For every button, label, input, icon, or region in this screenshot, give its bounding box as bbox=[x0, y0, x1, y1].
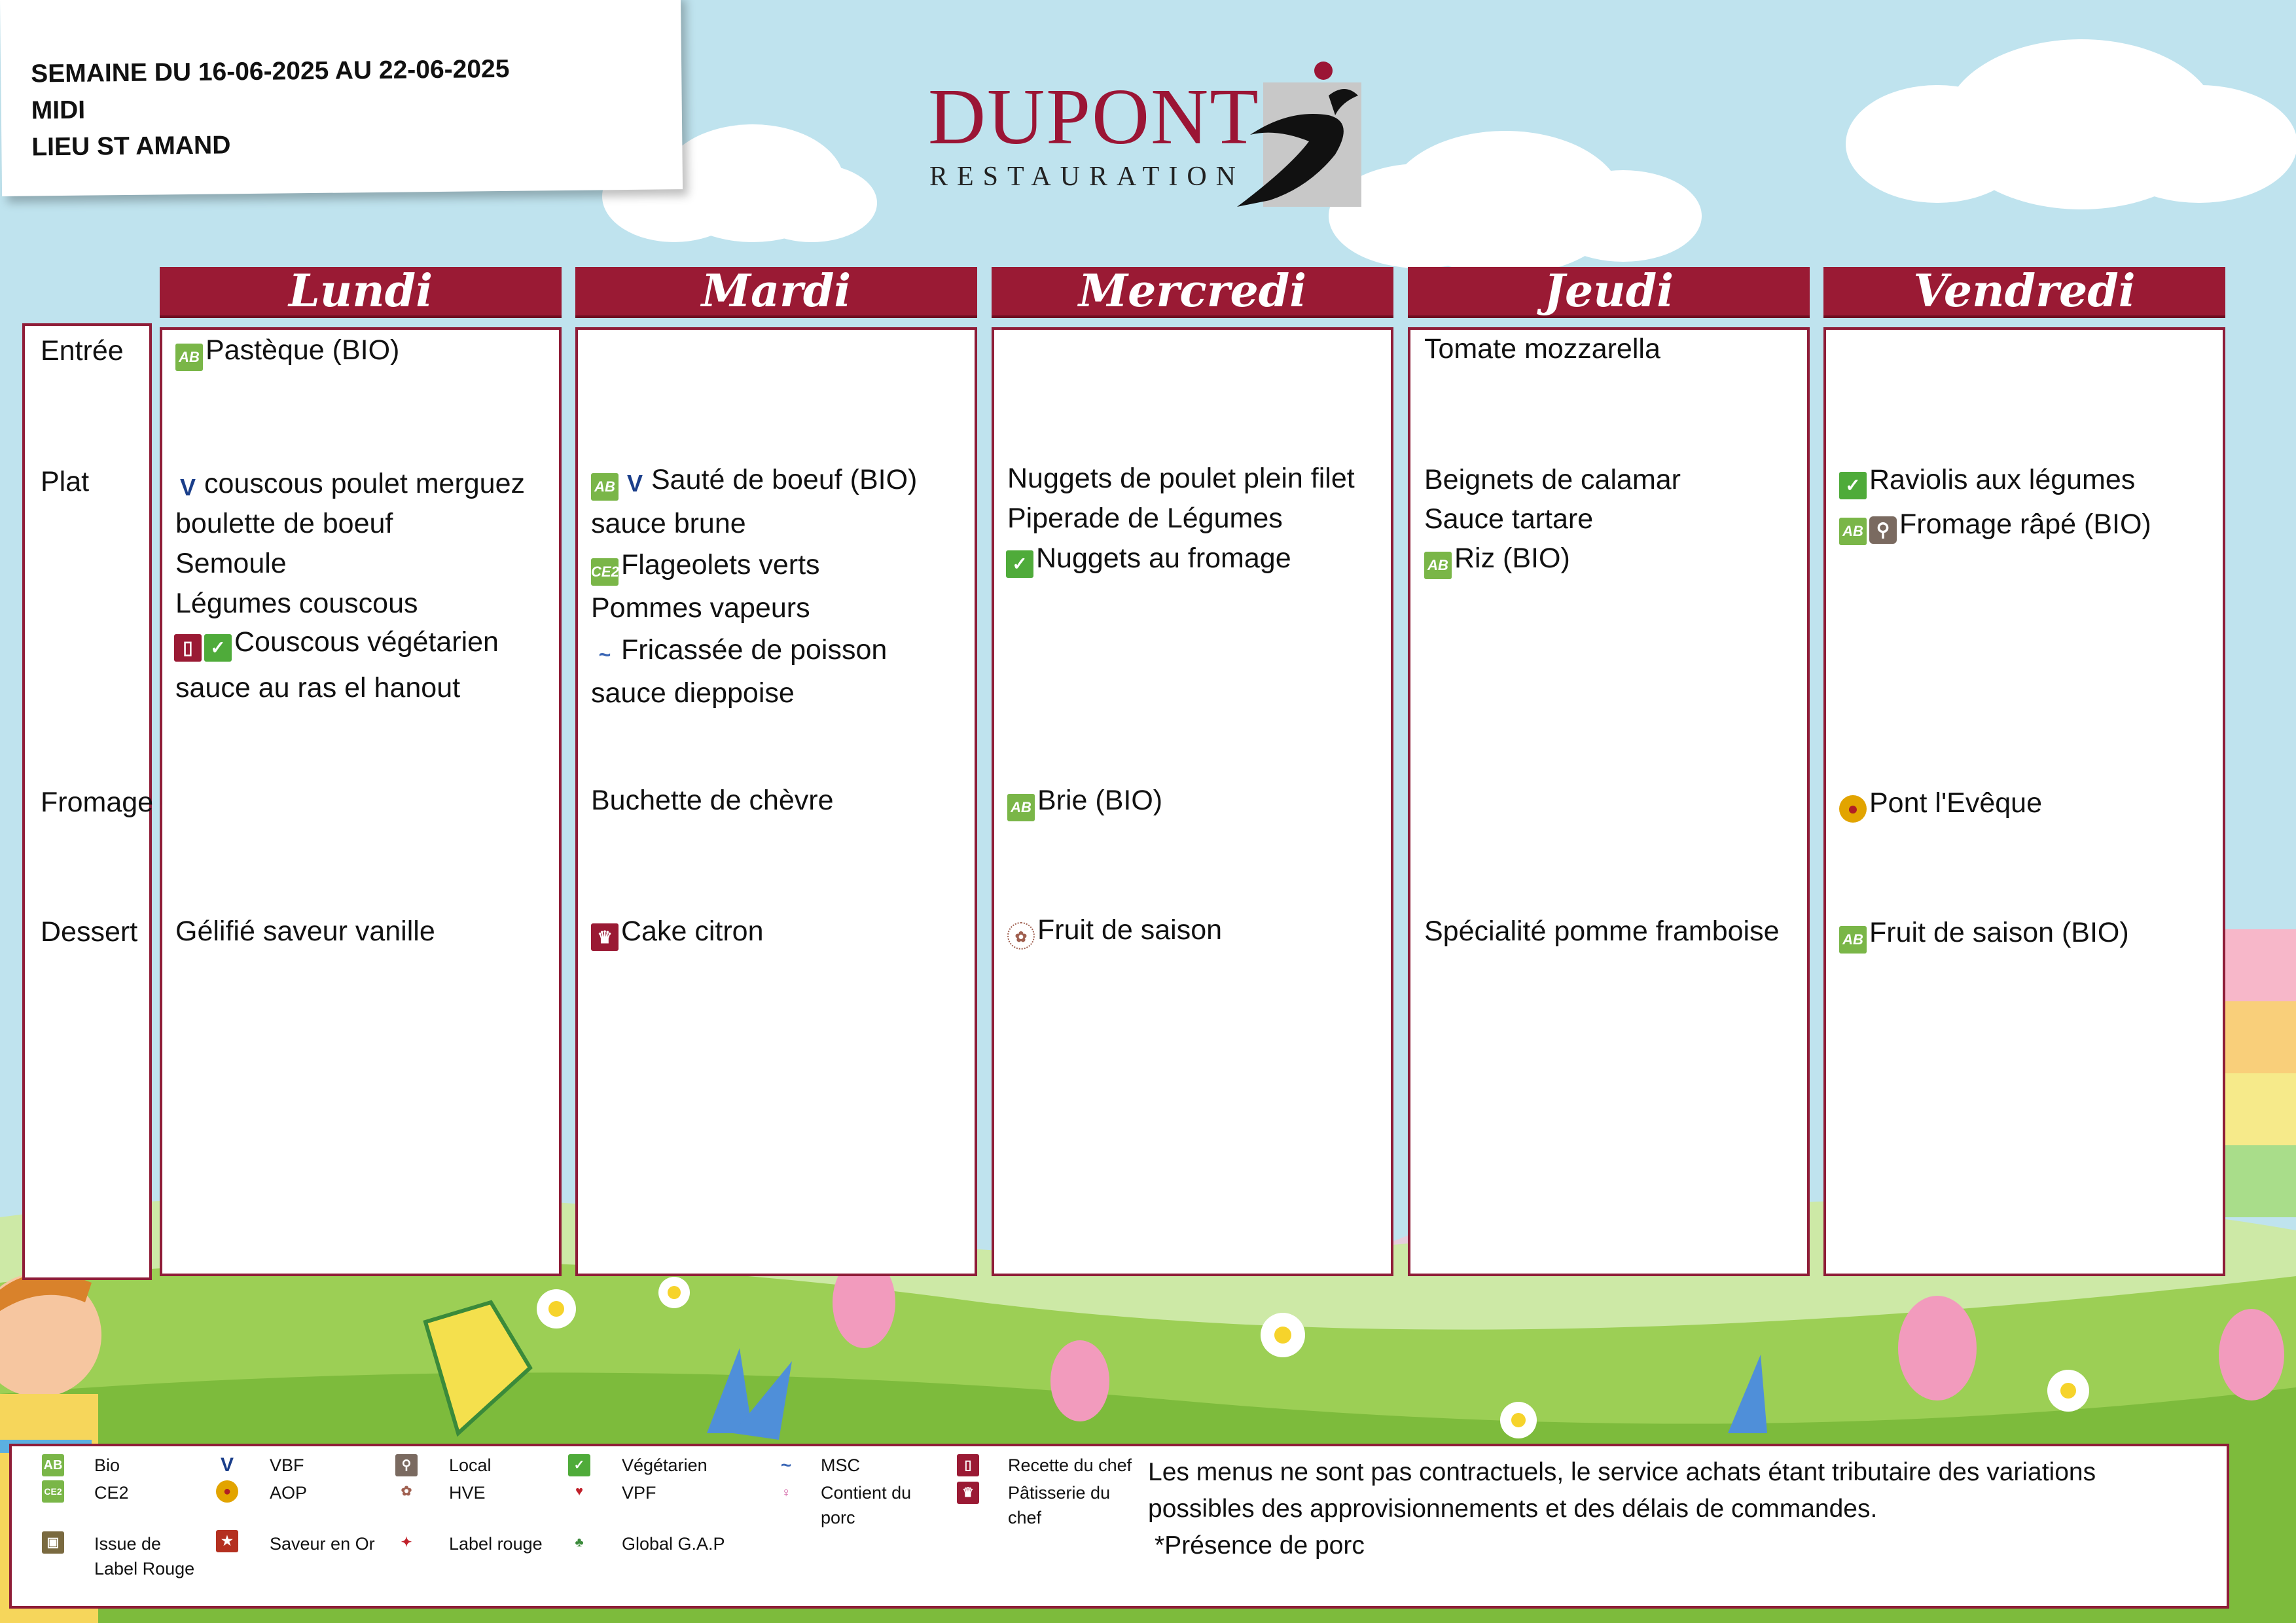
week-info-card bbox=[0, 0, 683, 196]
bio-icon: AB bbox=[175, 344, 203, 371]
msc-icon: ~ bbox=[591, 641, 619, 668]
menu-item: Piperade de Légumes bbox=[1007, 503, 1283, 534]
menu-item: ~ Fricassée de poisson bbox=[591, 636, 887, 668]
menu-item: ✓ Raviolis aux légumes bbox=[1839, 466, 2135, 499]
menu-item: boulette de boeuf bbox=[175, 508, 393, 539]
legend-issue-2: Label Rouge bbox=[94, 1559, 195, 1578]
legend-msc: MSC bbox=[821, 1455, 860, 1475]
bio-icon: AB bbox=[1424, 552, 1452, 579]
menu-item: AB Pastèque (BIO) bbox=[175, 336, 399, 371]
legend-aop: AOP bbox=[270, 1483, 308, 1503]
hve-icon: ✿ bbox=[1007, 922, 1035, 950]
legend-vbf: VBF bbox=[270, 1455, 304, 1475]
bio-icon: AB bbox=[591, 473, 619, 501]
menu-item: Spécialité pomme framboise bbox=[1424, 916, 1780, 947]
local-icon: ⚲ bbox=[1869, 516, 1897, 544]
menu-item: AB Brie (BIO) bbox=[1007, 787, 1162, 821]
legend-bio: Bio bbox=[94, 1455, 120, 1475]
meal-label: MIDI bbox=[31, 96, 86, 125]
aop-icon: ● bbox=[216, 1480, 238, 1503]
bio-icon: AB bbox=[1839, 518, 1867, 545]
menu-item: Buchette de chèvre bbox=[591, 785, 834, 816]
day-header-vendredi: Vendredi bbox=[1823, 267, 2225, 318]
label-rouge-source-icon: ▣ bbox=[42, 1531, 64, 1554]
menu-item: CE2Flageolets verts bbox=[591, 551, 820, 586]
day-header-jeudi: Jeudi bbox=[1408, 267, 1810, 318]
legend-porc: Contient du bbox=[821, 1483, 912, 1503]
vegetarian-icon: ✓ bbox=[204, 634, 232, 662]
pastry-chef-icon: ♛ bbox=[591, 923, 619, 951]
legend-issue: Issue de bbox=[94, 1534, 162, 1554]
vegetarian-icon: ✓ bbox=[1006, 550, 1033, 578]
menu-item: ✓ Nuggets au fromage bbox=[1006, 544, 1291, 578]
menu-item: Nuggets de poulet plein filet bbox=[1007, 463, 1355, 494]
menu-item: V couscous poulet merguez bbox=[174, 470, 525, 501]
vbf-icon: V bbox=[621, 470, 649, 497]
menu-item: AB Riz (BIO) bbox=[1424, 544, 1570, 579]
menu-item: Tomate mozzarella bbox=[1424, 333, 1660, 365]
chef-recipe-icon: ▯ bbox=[174, 634, 202, 662]
vbf-icon: V bbox=[174, 474, 202, 501]
menu-item: Légumes couscous bbox=[175, 588, 418, 619]
menu-item: Pommes vapeurs bbox=[591, 592, 810, 624]
legend-hve: HVE bbox=[449, 1483, 486, 1503]
disclaimer-line-3: *Présence de porc bbox=[1155, 1531, 1365, 1560]
bio-icon: AB bbox=[1839, 926, 1867, 954]
menu-item: ● Pont l'Evêque bbox=[1839, 789, 2042, 823]
global-gap-icon: ♣ bbox=[575, 1535, 584, 1550]
vpf-icon: ♥ bbox=[575, 1484, 583, 1499]
bio-icon: AB bbox=[42, 1454, 64, 1476]
legend-chef: Recette du chef bbox=[1008, 1455, 1132, 1475]
legend-local: Local bbox=[449, 1455, 492, 1475]
disclaimer-line-1: Les menus ne sont pas contractuels, le service achats étant tributaire des variations bbox=[1148, 1458, 2096, 1486]
category-entree: Entrée bbox=[41, 335, 124, 366]
legend-patisserie-2: chef bbox=[1008, 1508, 1042, 1527]
logo-title: DUPONT bbox=[928, 73, 1260, 161]
legend-label-rouge: Label rouge bbox=[449, 1534, 543, 1554]
week-label: SEMAINE DU 16-06-2025 AU 22-06-2025 bbox=[30, 54, 510, 88]
legend-globalgap: Global G.A.P bbox=[622, 1534, 725, 1554]
pastry-chef-icon: ♛ bbox=[957, 1482, 979, 1504]
menu-item: Sauce tartare bbox=[1424, 503, 1594, 535]
menu-item: Gélifié saveur vanille bbox=[175, 916, 435, 947]
logo-subtitle: RESTAURATION bbox=[929, 162, 1245, 192]
pork-icon: ♀ bbox=[781, 1486, 791, 1500]
disclaimer-line-2: possibles des approvisionnements et des délais de commandes. bbox=[1148, 1495, 1878, 1523]
legend-vpf: VPF bbox=[622, 1483, 656, 1503]
logo-figure-icon bbox=[1230, 56, 1361, 207]
local-icon: ⚲ bbox=[395, 1454, 418, 1476]
menu-item: AB V Sauté de boeuf (BIO) bbox=[591, 466, 917, 501]
menu-item: sauce au ras el hanout bbox=[175, 672, 461, 704]
day-header-lundi: Lundi bbox=[160, 267, 562, 318]
legend-patisserie: Pâtisserie du bbox=[1008, 1483, 1111, 1503]
menu-item: sauce brune bbox=[591, 508, 746, 539]
category-plat: Plat bbox=[41, 466, 90, 497]
legend-vegetarien: Végétarien bbox=[622, 1455, 708, 1475]
msc-icon: ~ bbox=[780, 1455, 792, 1475]
legend-porc-2: porc bbox=[821, 1508, 855, 1527]
menu-item: AB Fruit de saison (BIO) bbox=[1839, 919, 2129, 954]
legend-saveur: Saveur en Or bbox=[270, 1534, 375, 1554]
day-header-mardi: Mardi bbox=[575, 267, 977, 318]
ce2-icon: CE2 bbox=[591, 558, 619, 586]
category-dessert: Dessert bbox=[41, 916, 138, 948]
aop-icon: ● bbox=[1839, 795, 1867, 823]
saveur-en-or-icon: ★ bbox=[216, 1530, 238, 1552]
menu-item: Beignets de calamar bbox=[1424, 464, 1681, 495]
bio-icon: AB bbox=[1007, 794, 1035, 821]
legend-ce2: CE2 bbox=[94, 1483, 129, 1503]
menu-item: ▯ ✓ Couscous végétarien bbox=[174, 628, 499, 662]
menu-item: Semoule bbox=[175, 548, 287, 579]
day-header-mercredi: Mercredi bbox=[992, 267, 1393, 318]
menu-item: ✿ Fruit de saison bbox=[1007, 916, 1222, 950]
hve-icon: ✿ bbox=[401, 1484, 412, 1499]
chef-recipe-icon: ▯ bbox=[957, 1454, 979, 1476]
vegetarian-icon: ✓ bbox=[1839, 472, 1867, 499]
menu-item: ♛ Cake citron bbox=[591, 918, 763, 951]
menu-item: AB ⚲ Fromage râpé (BIO) bbox=[1839, 510, 2151, 545]
menu-item: sauce dieppoise bbox=[591, 677, 795, 709]
place-label: LIEU ST AMAND bbox=[31, 131, 231, 162]
vegetarian-icon: ✓ bbox=[568, 1454, 590, 1476]
category-fromage: Fromage bbox=[41, 787, 154, 818]
legend-panel bbox=[9, 1444, 2229, 1609]
label-rouge-icon: ✦ bbox=[401, 1535, 412, 1550]
vbf-icon: V bbox=[220, 1454, 234, 1476]
ce2-icon: CE2 bbox=[42, 1480, 64, 1503]
